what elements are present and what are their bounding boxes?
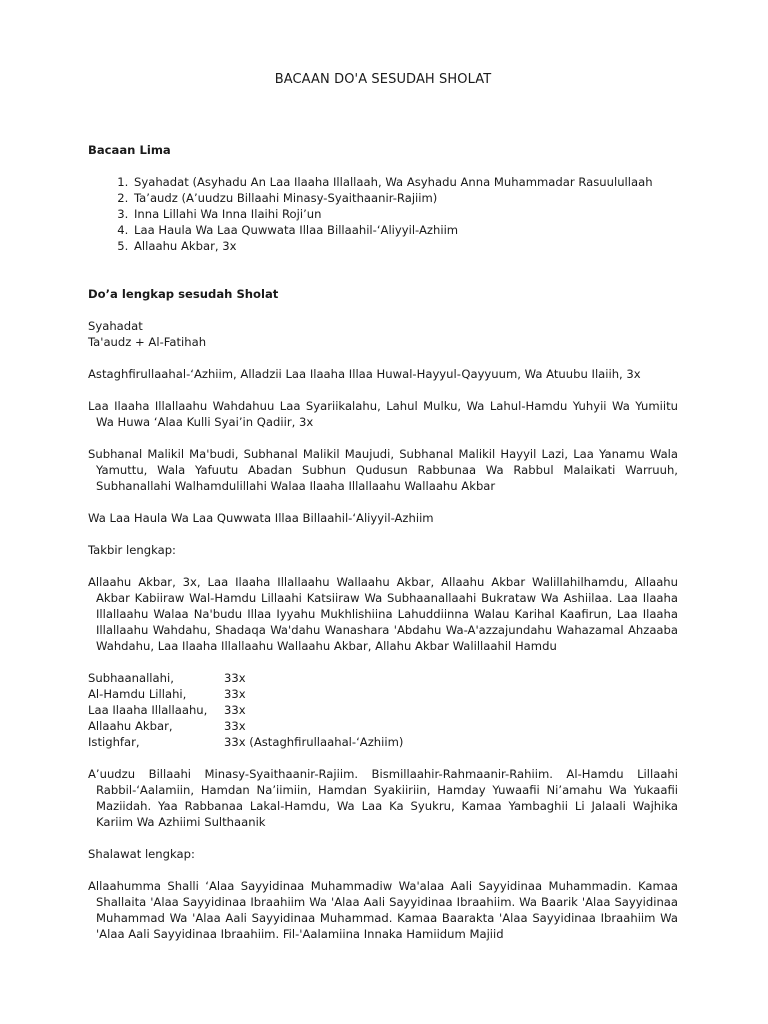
document-page: [88, 72, 678, 958]
intro-block: [88, 318, 678, 350]
paragraph-takbir: Allaahu Akbar, 3x, Laa Ilaaha Illallaahu Wallaahu Akbar, Allaahu Akbar Walillahilhamdu, Allaahu Akbar Kabiiraw Wal-Hamdu Lillaahi Katsiiraw Wa Subhaanallaahi Bukrataw Wa Ashiilaa. Laa Ilaaha Illallaahu Walaa Na'budu Illaa Iyyahu Mukhlishiina Lahuddiinna Walau Karihal Kaafirun, Laa Ilaaha Illallaahu Wahdahu, Shadaqa Wa'dahu Wanashara 'Abdahu Wa-A'azzajundahu Wahazamal Ahzaaba Wahdahu, Laa Ilaaha Illallaahu Wallaahu Akbar, Allahu Akbar Walillaahil Hamdu: [88, 575, 678, 653]
document-title: BACAAN DO'A SESUDAH SHOLAT: [274, 72, 492, 87]
dzikir-name: Subhaanallahi,: [88, 671, 174, 685]
dzikir-row: [88, 718, 678, 734]
list-item: 1. Syahadat (Asyhadu An Laa Ilaaha Illallaah, Wa Asyhadu Anna Muhammadar Rasuulullaah: [132, 174, 678, 190]
dzikir-row: [88, 702, 678, 718]
dzikir-name: Al-Hamdu Lillahi,: [88, 687, 187, 701]
dzikir-name: Istighfar,: [88, 735, 140, 749]
paragraph-subhanal: Subhanal Malikil Ma'budi, Subhanal Malikil Maujudi, Subhanal Malikil Hayyil Lazi, Laa Yanamu Wala Yamuttu, Wala Yafuutu Abadan Subhun Qudusun Rabbunaa Wa Rabbul Malaikati Warruuh, Subhanallahi Walhamdulillahi Walaa Ilaaha Illallaahu Wallaahu Akbar: [88, 447, 678, 493]
list-item: 5. Allaahu Akbar, 3x: [132, 238, 678, 254]
paragraph-haula: Wa Laa Haula Wa Laa Quwwata Illaa Billaahil-‘Aliyyil-Azhiim: [88, 511, 434, 525]
intro-taudz: Ta'audz + Al-Fatihah: [88, 335, 207, 349]
dzikir-count: 33x: [224, 719, 246, 733]
paragraph-shalawat: Allaahumma Shalli ‘Alaa Sayyidinaa Muhammadiw Wa'alaa Aali Sayyidinaa Muhammadin. Kamaa Shallaita 'Alaa Sayyidinaa Ibraahiim Wa 'Alaa Aali Sayyidinaa Ibraahiim. Wa Baarik 'Alaa Sayyidinaa Muhammad Wa 'Alaa Aali Sayyidinaa Muhammad. Kamaa Baarakta 'Alaa Sayyidinaa Ibraahiim Wa 'Alaa Aali Sayyidinaa Ibraahiim. Fil-'Aalamiina Innaka Hamiidum Majiid: [88, 879, 678, 941]
dzikir-count: 33x: [224, 687, 246, 701]
dzikir-name: Allaahu Akbar,: [88, 719, 173, 733]
section-heading-doa-lengkap: Do’a lengkap sesudah Sholat: [88, 287, 279, 301]
bacaan-lima-list: [88, 174, 678, 254]
section-heading-bacaan-lima: Bacaan Lima: [88, 143, 171, 157]
dzikir-row: [88, 670, 678, 686]
list-item: 3. Inna Lillahi Wa Inna Ilaihi Roji’un: [132, 206, 678, 222]
dzikir-row: [88, 734, 678, 750]
dzikir-count: 33x: [224, 703, 246, 717]
dzikir-count: 33x (Astaghfirullaahal-‘Azhiim): [224, 735, 404, 749]
dzikir-table: [88, 670, 678, 750]
intro-syahadat: Syahadat: [88, 319, 143, 333]
paragraph-auudzu: A’uudzu Billaahi Minasy-Syaithaanir-Rajiim. Bismillaahir-Rahmaanir-Rahiim. Al-Hamdu Lillaahi Rabbil-‘Aalamiin, Hamdan Na’iimiin, Hamdan Syakiiriin, Hamday Yuwaafii Ni’amahu Wa Yukaafii Maziidah. Yaa Rabbanaa Lakal-Hamdu, Wa Laa Ka Syukru, Kamaa Yambaghii Li Jalaali Wajhika Kariim Wa Azhiimi Sulthaanik: [88, 767, 678, 829]
label-takbir: Takbir lengkap:: [88, 543, 176, 557]
dzikir-row: [88, 686, 678, 702]
dzikir-count: 33x: [224, 671, 246, 685]
list-item: 4. Laa Haula Wa Laa Quwwata Illaa Billaahil-‘Aliyyil-Azhiim: [132, 222, 678, 238]
dzikir-name: Laa Ilaaha Illallaahu,: [88, 703, 208, 717]
label-shalawat: Shalawat lengkap:: [88, 847, 195, 861]
list-item: 2. Ta’audz (A’uudzu Billaahi Minasy-Syaithaanir-Rajiim): [132, 190, 678, 206]
paragraph-tahlil: Laa Ilaaha Illallaahu Wahdahuu Laa Syariikalahu, Lahul Mulku, Wa Lahul-Hamdu Yuhyii Wa Yumiitu Wa Huwa ‘Alaa Kulli Syai’in Qadiir, 3x: [88, 399, 678, 429]
paragraph-astaghfir: Astaghfirullaahal-‘Azhiim, Alladzii Laa Ilaaha Illaa Huwal-Hayyul-Qayyuum, Wa Atuubu Ilaiih, 3x: [88, 367, 641, 381]
